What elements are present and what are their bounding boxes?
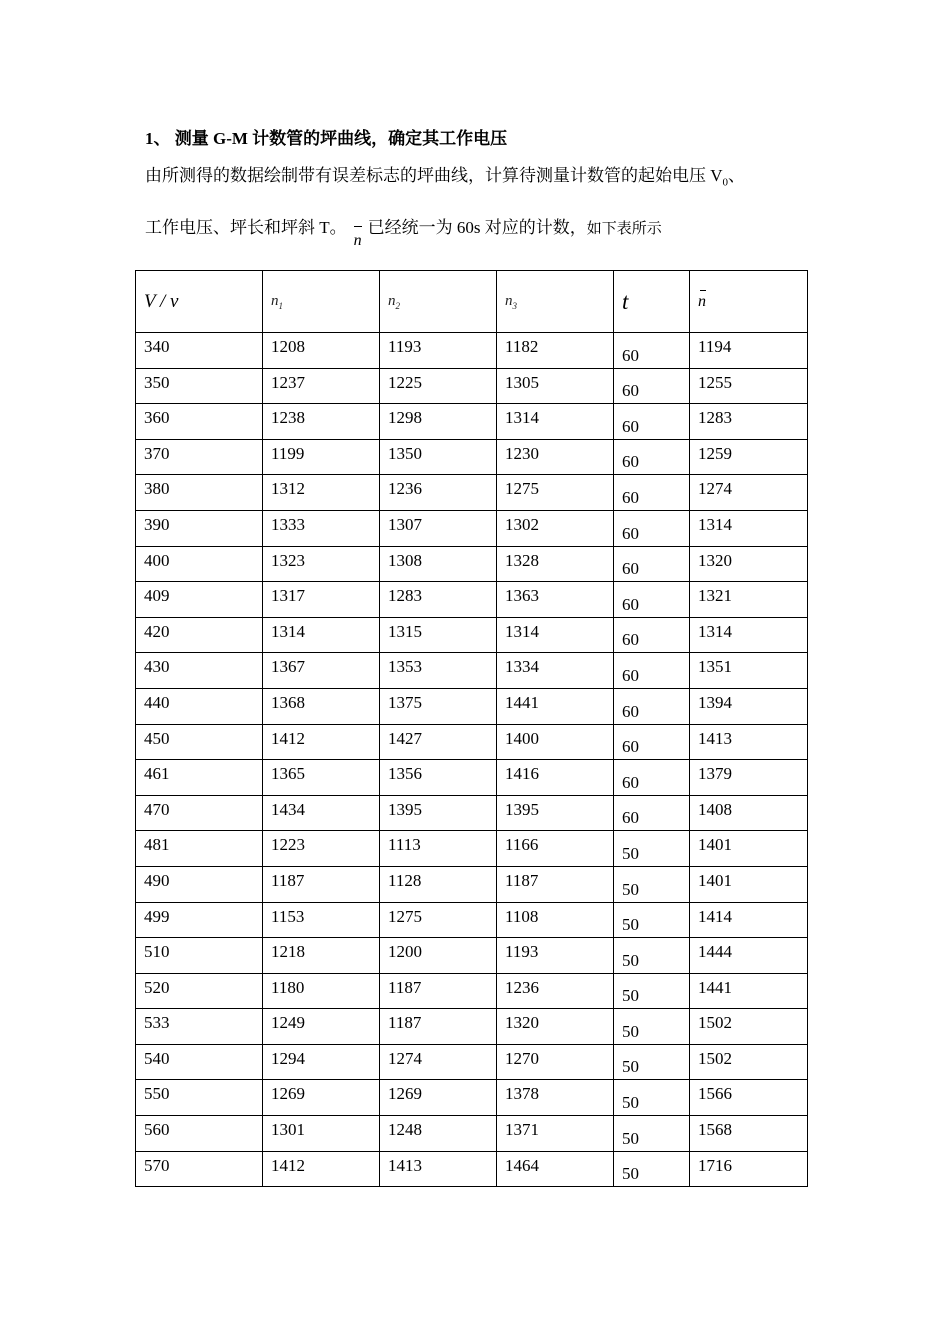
cell-n1: 1301 (263, 1116, 380, 1152)
cell-n2: 1413 (380, 1151, 497, 1187)
header-n3-sub: 3 (512, 300, 517, 311)
cell-n3: 1275 (497, 475, 614, 511)
cell-n3: 1363 (497, 582, 614, 618)
header-n1-sub: 1 (278, 300, 283, 311)
cell-n2: 1315 (380, 617, 497, 653)
cell-n1: 1294 (263, 1044, 380, 1080)
cell-n-bar: 1568 (690, 1116, 808, 1152)
cell-n1: 1237 (263, 368, 380, 404)
cell-voltage: 520 (136, 973, 263, 1009)
cell-time: 60 (614, 617, 690, 653)
cell-n3: 1416 (497, 760, 614, 796)
header-time: t (614, 271, 690, 333)
cell-n-bar: 1502 (690, 1044, 808, 1080)
cell-time: 60 (614, 582, 690, 618)
cell-voltage: 570 (136, 1151, 263, 1187)
cell-n3: 1320 (497, 1009, 614, 1045)
cell-n1: 1269 (263, 1080, 380, 1116)
cell-n3: 1371 (497, 1116, 614, 1152)
cell-voltage: 560 (136, 1116, 263, 1152)
cell-voltage: 420 (136, 617, 263, 653)
cell-voltage: 409 (136, 582, 263, 618)
intro-text: 由所测得的数据绘制带有误差标志的坪曲线，计算待测量计数管的起始电压 V (145, 166, 723, 185)
cell-n2: 1128 (380, 866, 497, 902)
intro-tail: 、 (728, 166, 746, 185)
cell-n1: 1412 (263, 724, 380, 760)
table-row (136, 546, 808, 582)
table-row (136, 724, 808, 760)
cell-n-bar: 1414 (690, 902, 808, 938)
cell-n2: 1298 (380, 404, 497, 440)
cell-time: 50 (614, 866, 690, 902)
table-row (136, 1080, 808, 1116)
table-row (136, 866, 808, 902)
cell-n-bar: 1314 (690, 510, 808, 546)
cell-time: 50 (614, 831, 690, 867)
cell-n2: 1283 (380, 582, 497, 618)
cell-voltage: 540 (136, 1044, 263, 1080)
cell-n1: 1180 (263, 973, 380, 1009)
cell-n1: 1434 (263, 795, 380, 831)
cell-n-bar: 1255 (690, 368, 808, 404)
cell-n2: 1375 (380, 688, 497, 724)
cell-n2: 1356 (380, 760, 497, 796)
cell-time: 50 (614, 973, 690, 1009)
table-row (136, 760, 808, 796)
cell-n2: 1427 (380, 724, 497, 760)
cell-n3: 1464 (497, 1151, 614, 1187)
cell-n2: 1395 (380, 795, 497, 831)
header-n3-symbol: n (505, 292, 513, 309)
cell-n-bar: 1314 (690, 617, 808, 653)
cell-voltage: 461 (136, 760, 263, 796)
cell-n2: 1225 (380, 368, 497, 404)
table-row (136, 617, 808, 653)
cell-voltage: 533 (136, 1009, 263, 1045)
cell-n1: 1153 (263, 902, 380, 938)
cell-n-bar: 1194 (690, 333, 808, 369)
cell-time: 50 (614, 1151, 690, 1187)
table-row (136, 688, 808, 724)
cell-voltage: 400 (136, 546, 263, 582)
cell-n2: 1308 (380, 546, 497, 582)
cell-n1: 1317 (263, 582, 380, 618)
cell-time: 50 (614, 902, 690, 938)
cell-time: 50 (614, 1080, 690, 1116)
table-row (136, 795, 808, 831)
cell-n2: 1350 (380, 439, 497, 475)
cell-n1: 1314 (263, 617, 380, 653)
cell-n2: 1187 (380, 973, 497, 1009)
table-row (136, 439, 808, 475)
cell-n3: 1236 (497, 973, 614, 1009)
cell-time: 60 (614, 368, 690, 404)
cell-n3: 1230 (497, 439, 614, 475)
table-body (136, 333, 808, 1187)
cell-n1: 1238 (263, 404, 380, 440)
cell-voltage: 481 (136, 831, 263, 867)
cell-time: 60 (614, 546, 690, 582)
cell-n2: 1307 (380, 510, 497, 546)
intro-paragraph (145, 161, 745, 188)
cell-n3: 1378 (497, 1080, 614, 1116)
cell-n3: 1395 (497, 795, 614, 831)
header-n3 (497, 271, 614, 333)
cell-n-bar: 1566 (690, 1080, 808, 1116)
cell-n3: 1302 (497, 510, 614, 546)
table-row (136, 1151, 808, 1187)
cell-n-bar: 1408 (690, 795, 808, 831)
cell-n1: 1218 (263, 938, 380, 974)
cell-n3: 1270 (497, 1044, 614, 1080)
cell-voltage: 380 (136, 475, 263, 511)
cell-voltage: 370 (136, 439, 263, 475)
cell-n3: 1182 (497, 333, 614, 369)
cell-n-bar: 1320 (690, 546, 808, 582)
cell-voltage: 510 (136, 938, 263, 974)
cell-n-bar: 1716 (690, 1151, 808, 1187)
cell-n3: 1166 (497, 831, 614, 867)
header-voltage: V / v (136, 271, 263, 333)
plateau-data-table (135, 270, 808, 1187)
cell-time: 60 (614, 475, 690, 511)
cell-voltage: 440 (136, 688, 263, 724)
table-row (136, 1044, 808, 1080)
cell-voltage: 390 (136, 510, 263, 546)
table-row (136, 333, 808, 369)
description-before: 工作电压、坪长和坪斜 T。 (145, 218, 347, 237)
cell-n2: 1269 (380, 1080, 497, 1116)
cell-n-bar: 1401 (690, 866, 808, 902)
section-heading: 1、 测量 G-M 计数管的坪曲线，确定其工作电压 (145, 129, 508, 148)
cell-n3: 1334 (497, 653, 614, 689)
cell-n3: 1314 (497, 617, 614, 653)
cell-n2: 1353 (380, 653, 497, 689)
cell-n1: 1367 (263, 653, 380, 689)
cell-n1: 1199 (263, 439, 380, 475)
cell-time: 60 (614, 795, 690, 831)
header-n2-symbol: n (388, 292, 396, 309)
cell-n1: 1249 (263, 1009, 380, 1045)
header-n-bar (690, 271, 808, 333)
table-row (136, 831, 808, 867)
cell-n2: 1200 (380, 938, 497, 974)
cell-n2: 1113 (380, 831, 497, 867)
cell-n3: 1400 (497, 724, 614, 760)
cell-time: 60 (614, 510, 690, 546)
cell-voltage: 430 (136, 653, 263, 689)
table-row (136, 368, 808, 404)
cell-n1: 1312 (263, 475, 380, 511)
cell-n1: 1412 (263, 1151, 380, 1187)
cell-n3: 1314 (497, 404, 614, 440)
cell-voltage: 550 (136, 1080, 263, 1116)
cell-voltage: 350 (136, 368, 263, 404)
cell-time: 60 (614, 439, 690, 475)
cell-n-bar: 1394 (690, 688, 808, 724)
header-n-bar-symbol: n (698, 292, 706, 310)
cell-n-bar: 1441 (690, 973, 808, 1009)
header-n1 (263, 271, 380, 333)
cell-n3: 1187 (497, 866, 614, 902)
table-row (136, 475, 808, 511)
cell-n1: 1368 (263, 688, 380, 724)
table-header-row (136, 271, 808, 333)
cell-n3: 1305 (497, 368, 614, 404)
cell-time: 50 (614, 938, 690, 974)
cell-n2: 1248 (380, 1116, 497, 1152)
cell-n-bar: 1321 (690, 582, 808, 618)
description-paragraph (145, 213, 662, 249)
header-n2-sub: 2 (395, 300, 400, 311)
cell-time: 60 (614, 724, 690, 760)
cell-n1: 1223 (263, 831, 380, 867)
cell-voltage: 499 (136, 902, 263, 938)
cell-n1: 1333 (263, 510, 380, 546)
cell-n1: 1323 (263, 546, 380, 582)
cell-voltage: 490 (136, 866, 263, 902)
cell-time: 60 (614, 760, 690, 796)
cell-n-bar: 1283 (690, 404, 808, 440)
cell-time: 60 (614, 333, 690, 369)
cell-n-bar: 1379 (690, 760, 808, 796)
cell-voltage: 470 (136, 795, 263, 831)
n-bar-symbol: n (351, 232, 365, 250)
table-row (136, 1009, 808, 1045)
cell-time: 50 (614, 1044, 690, 1080)
table-row (136, 973, 808, 1009)
v0-subscript: 0 (722, 176, 729, 189)
cell-n-bar: 1413 (690, 724, 808, 760)
cell-n1: 1187 (263, 866, 380, 902)
cell-n2: 1274 (380, 1044, 497, 1080)
table-row (136, 902, 808, 938)
cell-n-bar: 1444 (690, 938, 808, 974)
cell-n3: 1108 (497, 902, 614, 938)
table-row (136, 582, 808, 618)
table-row (136, 653, 808, 689)
cell-n-bar: 1274 (690, 475, 808, 511)
cell-voltage: 360 (136, 404, 263, 440)
table-row (136, 938, 808, 974)
table-row (136, 510, 808, 546)
cell-n2: 1187 (380, 1009, 497, 1045)
cell-n3: 1328 (497, 546, 614, 582)
cell-n-bar: 1502 (690, 1009, 808, 1045)
cell-voltage: 450 (136, 724, 263, 760)
cell-time: 50 (614, 1009, 690, 1045)
table-row (136, 404, 808, 440)
cell-n3: 1193 (497, 938, 614, 974)
cell-time: 60 (614, 404, 690, 440)
cell-time: 50 (614, 1116, 690, 1152)
cell-time: 60 (614, 688, 690, 724)
cell-n2: 1236 (380, 475, 497, 511)
cell-n-bar: 1259 (690, 439, 808, 475)
table-row (136, 1116, 808, 1152)
header-n1-symbol: n (271, 292, 279, 309)
cell-voltage: 340 (136, 333, 263, 369)
description-after: 已经统一为 60s 对应的计数， (367, 218, 587, 237)
cell-n1: 1365 (263, 760, 380, 796)
cell-n2: 1193 (380, 333, 497, 369)
cell-n-bar: 1351 (690, 653, 808, 689)
cell-n1: 1208 (263, 333, 380, 369)
cell-time: 60 (614, 653, 690, 689)
cell-n3: 1441 (497, 688, 614, 724)
header-n2 (380, 271, 497, 333)
cell-n-bar: 1401 (690, 831, 808, 867)
description-small: 如下表所示 (586, 221, 662, 237)
cell-n2: 1275 (380, 902, 497, 938)
